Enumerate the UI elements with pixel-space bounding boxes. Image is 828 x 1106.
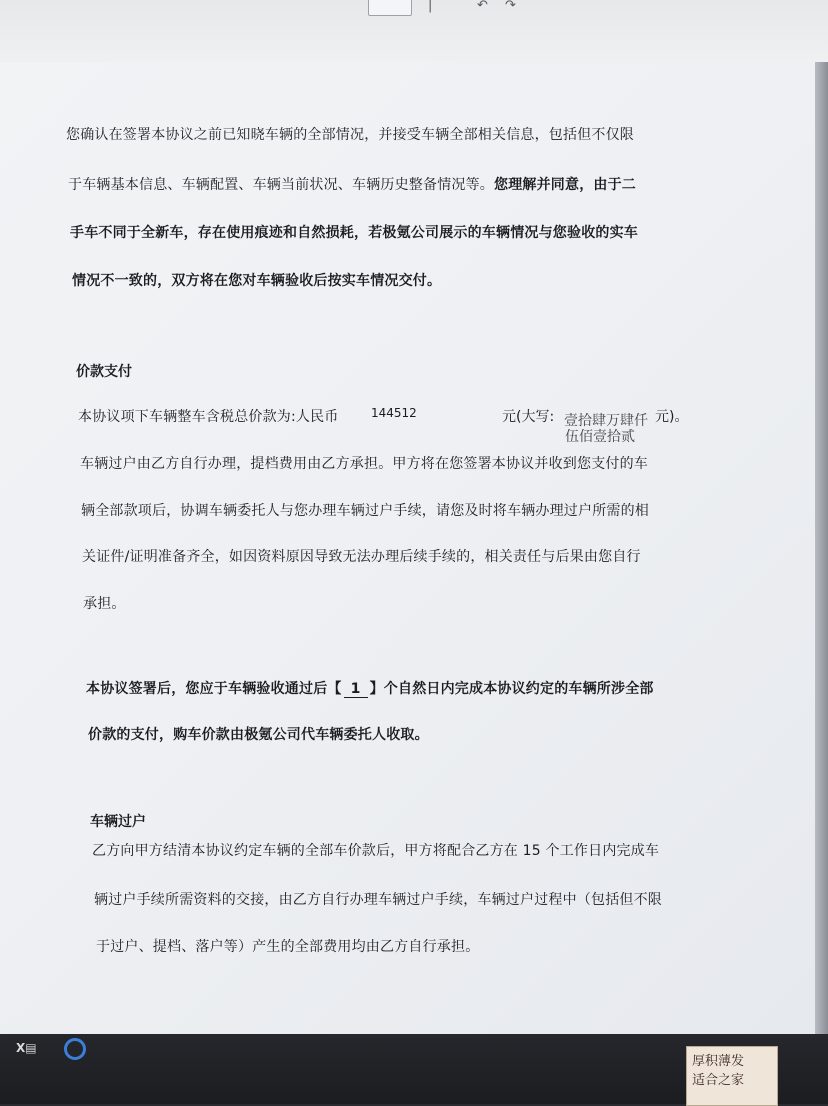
sticker-text: 厚积薄发 适合之家 (692, 1054, 745, 1088)
price-line4: 承担。 (83, 596, 126, 612)
transfer-line1: 乙方向甲方结清本协议约定车辆的全部车价款后，甲方将配合乙方在 15 个工作日内完成车 (92, 843, 660, 859)
amount-prefix: 本协议项下车辆整车含税总价款为:人民币 (78, 409, 339, 425)
separator-icon: | (428, 0, 433, 13)
browser-icon[interactable] (64, 1038, 86, 1060)
payment-line2: 价款的支付，购车价款由极氪公司代车辆委托人收取。 (88, 727, 429, 743)
undo-icon[interactable]: ↶ (477, 0, 488, 13)
transfer-line3: 于过户、提档、落户等）产生的全部费用均由乙方自行承担。 (96, 939, 480, 955)
amount-daxie-suffix: 元)。 (655, 409, 689, 425)
price-line1: 车辆过户由乙方自行办理，提档费用由乙方承担。甲方将在您签署本协议并收到您支付的车 (80, 456, 648, 472)
redo-icon[interactable]: ↷ (505, 0, 516, 13)
payment-line1: 本协议签署后，您应于车辆验收通过后【 1 】个自然日内完成本协议约定的车辆所涉全部 (86, 681, 654, 697)
page-edge (815, 62, 828, 1034)
amount-daxie-label: 元(大写: (502, 409, 555, 425)
transfer-line2: 辆过户手续所需资料的交接，由乙方自行办理车辆过户手续，车辆过户过程中（包括但不限 (94, 892, 662, 908)
transfer-heading: 车辆过户 (90, 814, 146, 830)
payment-days: 1 (344, 681, 368, 698)
para1-line4: 情况不一致的，双方将在您对车辆验收后按实车情况交付。 (72, 273, 442, 289)
amount-daxie-value-1: 壹拾肆万肆仟 (564, 413, 648, 429)
excel-icon[interactable]: X▤ (16, 1041, 37, 1055)
para1-line1: 您确认在签署本协议之前已知晓车辆的全部情况，并接受车辆全部相关信息，包括但不仅限 (66, 127, 634, 143)
price-line2: 辆全部款项后，协调车辆委托人与您办理车辆过户手续，请您及时将车辆办理过户所需的相 (81, 503, 649, 519)
para1-line2: 于车辆基本信息、车辆配置、车辆当前状况、车辆历史整备情况等。您理解并同意，由于二 (68, 177, 636, 193)
price-heading: 价款支付 (76, 364, 132, 380)
amount-daxie-value-2: 伍佰壹拾贰 (565, 429, 635, 445)
para1-line3: 手车不同于全新车，存在使用痕迹和自然损耗，若极氪公司展示的车辆情况与您验收的实车 (70, 225, 638, 241)
amount-value: 144512 (371, 406, 417, 420)
price-line3: 关证件/证明准备齐全，如因资料原因导致无法办理后续手续的，相关责任与后果由您自行 (82, 549, 641, 565)
